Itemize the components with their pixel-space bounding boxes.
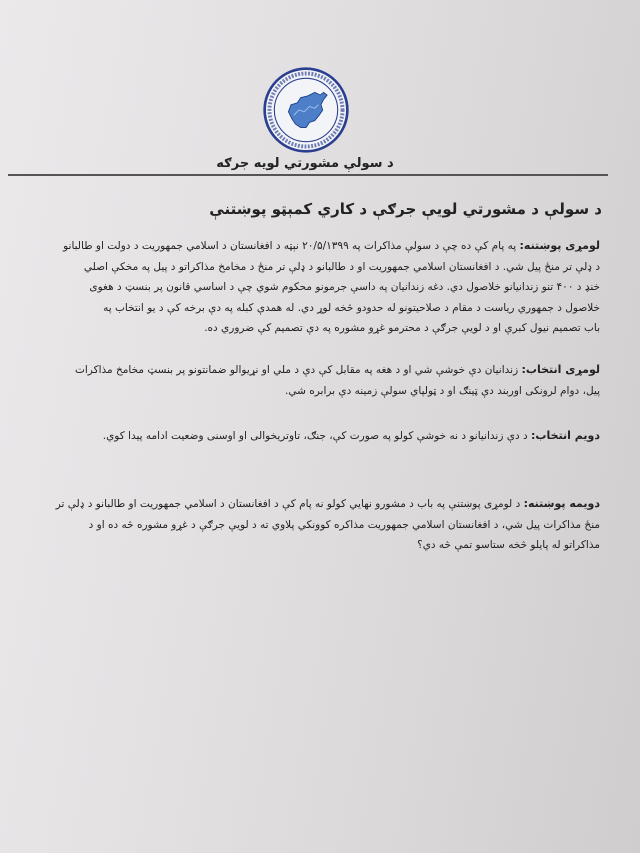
second-option-label: دويم انتخاب: — [531, 429, 600, 442]
first-option-paragraph — [25, 360, 600, 401]
paragraph-line: خنډ د ۴۰۰ تنو زندانيانو خلاصول دي. دغه زندانيان په داسې جرمونو محکوم شوي چې د اساسي قانون پر بنسټ د هغوی — [89, 281, 600, 293]
paragraph-line: د لومړی پوښتنې په باب د مشورو نهايي کولو نه پام کې د افغانستان د اسلامي جمهوريت او طالبانو د ډلې تر — [55, 498, 521, 510]
second-option-paragraph — [25, 426, 600, 447]
paragraph-line: پيل، دوام لرونکی اوربند دې ټينګ او د ټولپاي سولې زمينه دې برابره شي. — [285, 384, 600, 397]
paragraph-line: په پام کې ده چې د سولې مذاکرات په ۲۰/۵/۱۳۹۹ نېټه د افغانستان د اسلامي جمهوريت د دولت او طالبانو — [63, 240, 517, 252]
paragraph-line: د دې زندانيانو د نه خوشې کولو په صورت کې، جنګ، تاوتريخوالی او اوسنی وضعيت ادامه پيدا کوي. — [102, 430, 528, 442]
document-title: د سولې د مشورتي لويې جرګې د کاري کمېټو پوښتنې — [209, 200, 602, 218]
second-question-paragraph — [25, 494, 600, 556]
peace-jirga-logo-icon — [262, 66, 350, 154]
paragraph-line: منځ مذاکرات پيل شي، د افغانستان اسلامي جمهوريت مذاکره کوونکي پلاوي ته د لويې جرګې د غړو مشوره څه ده او د — [88, 518, 600, 531]
header-divider — [8, 174, 608, 176]
first-question-paragraph — [25, 236, 600, 339]
first-question-label: لومړی پوښتنه: — [519, 239, 600, 252]
second-question-label: دويمه پوښتنه: — [523, 497, 600, 510]
paragraph-line: مذاکراتو له پايلو څخه ستاسو تمې څه دي؟ — [417, 539, 600, 551]
organization-name: د سولې مشورتي لویه جرګه — [216, 156, 394, 171]
first-option-label: لومړی انتخاب: — [521, 363, 600, 376]
paragraph-line: زندانيان دې خوشې شي او د هغه په مقابل کې دې د ملي او نړيوالو ضمانتونو پر بنسټ مخامخ مذاکرات — [75, 364, 519, 376]
paragraph-line: خلاصول د جمهوري رياست د مقام د صلاحيتونو له حدودو څخه لوړ دي. له همدې کبله په دې برخه کې د يو انتخاب په — [103, 301, 600, 314]
paragraph-line: باب تصميم نيول کبرې او د لويې جرګې د محترمو غړو مشوره په دې تصميم کې ضروري ده. — [204, 322, 600, 334]
paragraph-line: د ډلې تر منځ پيل شي. د افغانستان اسلامي جمهوريت او د طالبانو د ډلې تر منځ د مخامخ مذاکراتو د پيل په مخکې اصلي — [83, 260, 600, 273]
